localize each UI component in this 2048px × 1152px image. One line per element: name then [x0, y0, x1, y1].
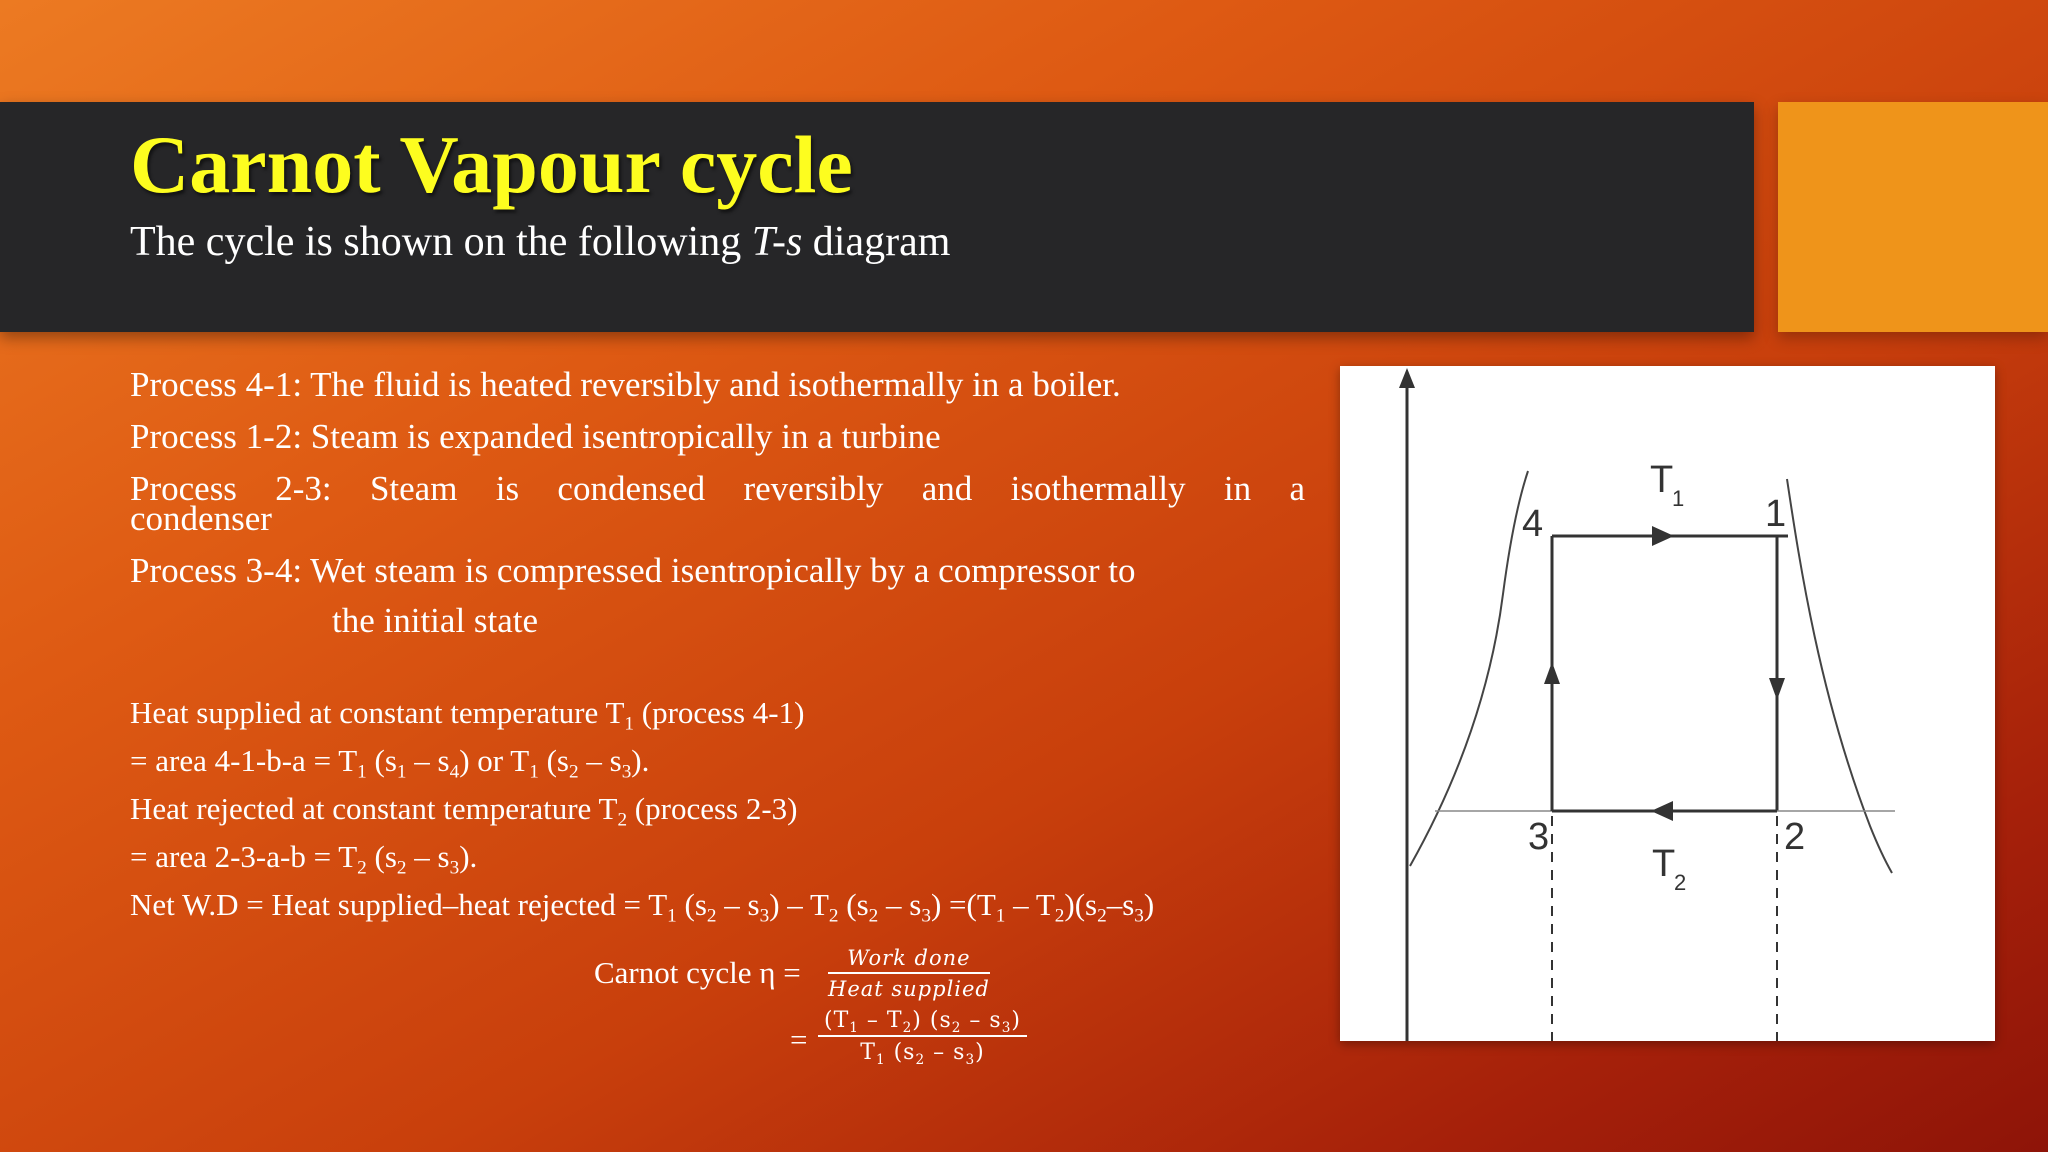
process-1-2-arrow-icon: [1769, 678, 1785, 700]
efficiency-temperature-fraction: [818, 1008, 1027, 1068]
process-3-4-continued: the initial state: [332, 601, 539, 640]
slide-subtitle: The cycle is shown on the following T-s diagram: [130, 219, 951, 265]
t2-label: T: [1652, 843, 1676, 885]
point-2-label: 2: [1784, 816, 1806, 858]
point-4-label: 4: [1522, 503, 1544, 545]
saturated-liquid-line: [1410, 471, 1528, 866]
efficiency-label: Carnot cycle η =: [594, 955, 801, 990]
efficiency-numerator: Work done: [828, 946, 990, 974]
heat-supplied-area-line: = area $4-1-b-a = T_1$ $(s_1 - s_4)$ or $T_1$ $(s_2 - s_3)$.: [130, 743, 650, 783]
accent-box: [1778, 102, 2048, 332]
ts-diagram: [1340, 366, 1995, 1041]
point-1-label: 1: [1765, 493, 1787, 535]
process-4-1-arrow-icon: [1652, 526, 1674, 546]
temperature-numerator: $(T_1 - T_2)$ $(s_2 - s_3)$: [818, 1008, 1027, 1037]
process-4-1: Process 4-1: The fluid is heated reversibly and isothermally in a boiler.: [130, 365, 1121, 404]
heat-supplied-line: Heat supplied at constant temperature $T_1$ (process 4-1): [130, 695, 805, 735]
ts-diagram-graphic: [1340, 366, 1995, 1041]
net-work-done-line: Net W.D = Heat supplied–heat rejected = $T_1$ $(s_2 - s_3) - T_2$ $(s_2 - s_3) =(T_1 - T_2)(s_2-s_3)$: [130, 887, 1155, 927]
process-3-4: Process 3-4: Wet steam is compressed isentropically by a compressor to: [130, 551, 1136, 590]
point-3-label: 3: [1528, 816, 1550, 858]
process-2-3-arrow-icon: [1651, 801, 1673, 821]
process-2-3-continued: condenser: [130, 499, 272, 538]
saturated-vapour-line: [1787, 479, 1892, 873]
efficiency-fraction: [828, 946, 990, 1001]
t2-subscript: 2: [1674, 870, 1687, 895]
heat-rejected-line: Heat rejected at constant temperature $T_2$ (process 2-3): [130, 791, 798, 831]
temperature-denominator: $T_1$ $(s_2 - s_3)$: [860, 1040, 985, 1068]
efficiency-equals: =: [790, 1022, 808, 1057]
efficiency-denominator: Heat supplied: [828, 977, 990, 1001]
process-2-3: Process 2-3: Steam is condensed reversibly and isothermally in a: [130, 469, 1305, 508]
process-1-2: Process 1-2: Steam is expanded isentropically in a turbine: [130, 417, 941, 456]
slide-title: Carnot Vapour cycle: [130, 119, 853, 210]
process-3-4-arrow-icon: [1544, 662, 1560, 684]
axis-arrow-icon: [1399, 368, 1415, 388]
t1-subscript: 1: [1672, 486, 1685, 511]
heat-rejected-area-line: = area $2-3-a-b = T_2$ $(s_2 - s_3)$.: [130, 839, 478, 879]
t1-label: T: [1650, 459, 1674, 501]
